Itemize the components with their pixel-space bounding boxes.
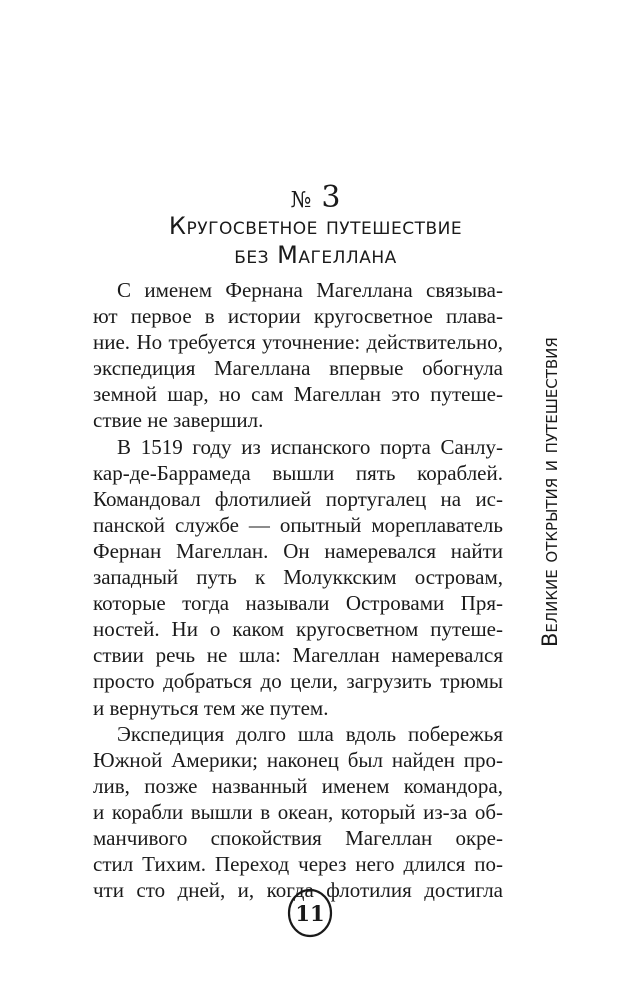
chapter-number-value: 3 [321, 180, 341, 215]
running-head: Великие открытия и путешествия [538, 337, 562, 647]
chapter-title [0, 212, 631, 270]
text-line: С именем Фернана Магеллана связыва- [117, 278, 503, 302]
text-line: ют первое в истории кругосветное плава- [93, 304, 503, 329]
number-sign: № [290, 188, 312, 213]
text-line: которые тогда называли Островами Пря- [93, 591, 503, 616]
text-line: Фернан Магеллан. Он намеревался найти [93, 538, 503, 563]
text-line: и вернуться тем же путем. [93, 695, 329, 720]
page-number-badge [284, 887, 336, 939]
text-line: манчивого спокойствия Магеллан окре- [93, 825, 503, 850]
text-line: чти сто дней, и, когда флотилия достигла [93, 878, 503, 903]
text-line: ние. Но требуется уточнение: действительно, [93, 330, 503, 355]
text-line: и корабли вышли в океан, который из-за об- [93, 799, 503, 824]
text-line: ностей. Ни о каком кругосветном путеше- [93, 617, 503, 642]
body-text [93, 277, 503, 903]
text-line: Командовал флотилией португалец на ис- [93, 486, 503, 511]
text-line: стил Тихим. Переход через него длился по- [93, 852, 503, 877]
text-line: просто добраться до цели, загрузить трюмы [93, 669, 503, 694]
chapter-title-line: без Магеллана [234, 241, 397, 269]
text-line: ствие не завершил. [93, 408, 264, 433]
text-line: ствии речь не шла: Магеллан намеревался [93, 643, 503, 668]
text-line: В 1519 году из испанского порта Санлу- [117, 434, 503, 459]
text-line: экспедиция Магеллана впервые обогнула [93, 356, 503, 381]
text-line: Южной Америки; наконец был найден про- [93, 747, 503, 772]
text-line: кар-де-Баррамеда вышли пять кораблей. [93, 460, 503, 485]
text-line: панской службе — опытный мореплаватель [93, 512, 503, 537]
text-line: Экспедиция долго шла вдоль побережья [117, 721, 503, 746]
text-line: земной шар, но сам Магеллан это путеше- [93, 382, 503, 407]
text-line: западный путь к Молуккским островам, [93, 565, 503, 590]
page-number: 11 [295, 900, 325, 926]
text-line: лив, позже названный именем командора, [93, 773, 503, 798]
chapter-title-line: Кругосветное путешествие [168, 212, 463, 240]
